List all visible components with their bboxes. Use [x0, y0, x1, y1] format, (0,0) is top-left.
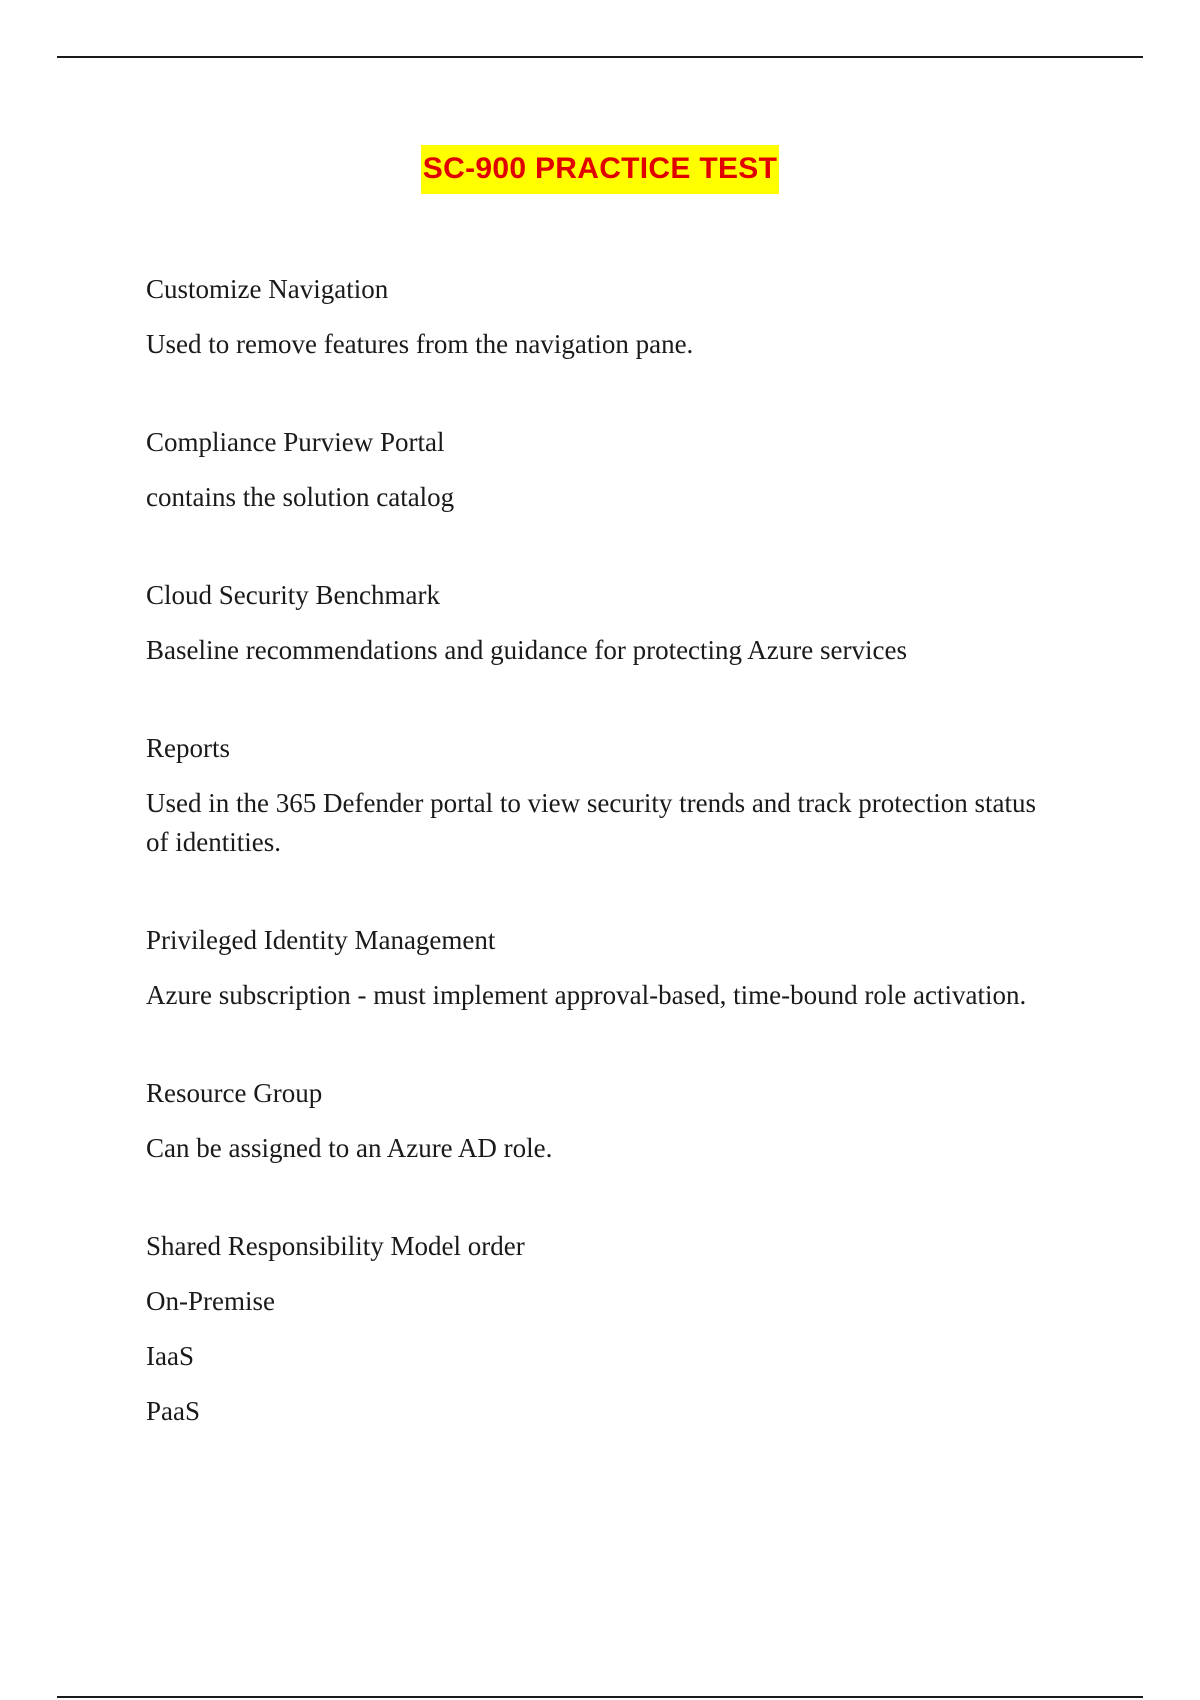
- entry-term: Cloud Security Benchmark: [146, 580, 440, 610]
- title-block: [0, 145, 1200, 194]
- entry-definition: Baseline recommendations and guidance for protecting Azure services: [146, 635, 907, 665]
- qa-entry: [146, 576, 1046, 670]
- qa-entry: [146, 1074, 1046, 1168]
- qa-entry: [146, 270, 1046, 364]
- entry-definition: contains the solution catalog: [146, 482, 455, 512]
- qa-entry: [146, 423, 1046, 517]
- entry-definition: Used to remove features from the navigation pane.: [146, 329, 694, 359]
- entry-term: Resource Group: [146, 1078, 323, 1108]
- qa-entry: [146, 921, 1046, 1015]
- list-item: On-Premise: [146, 1286, 275, 1316]
- entry-definition: Azure subscription - must implement approval-based, time-bound role activation.: [146, 980, 1027, 1010]
- bottom-rule: [57, 1696, 1143, 1698]
- entry-term: Reports: [146, 733, 230, 763]
- list-item: PaaS: [146, 1396, 200, 1426]
- top-rule: [57, 56, 1143, 58]
- entry-term: Compliance Purview Portal: [146, 427, 445, 457]
- qa-entry: [146, 729, 1046, 862]
- entry-term: Customize Navigation: [146, 274, 389, 304]
- entry-definition: Can be assigned to an Azure AD role.: [146, 1133, 553, 1163]
- qa-entry-list: [146, 1227, 1046, 1431]
- list-item: IaaS: [146, 1341, 194, 1371]
- entry-term: Shared Responsibility Model order: [146, 1231, 525, 1261]
- entry-definition: Used in the 365 Defender portal to view security trends and track protection status of identities.: [146, 788, 1036, 857]
- document-body: [146, 270, 1046, 1490]
- page-title: SC-900 PRACTICE TEST: [421, 145, 779, 194]
- entry-term: Privileged Identity Management: [146, 925, 496, 955]
